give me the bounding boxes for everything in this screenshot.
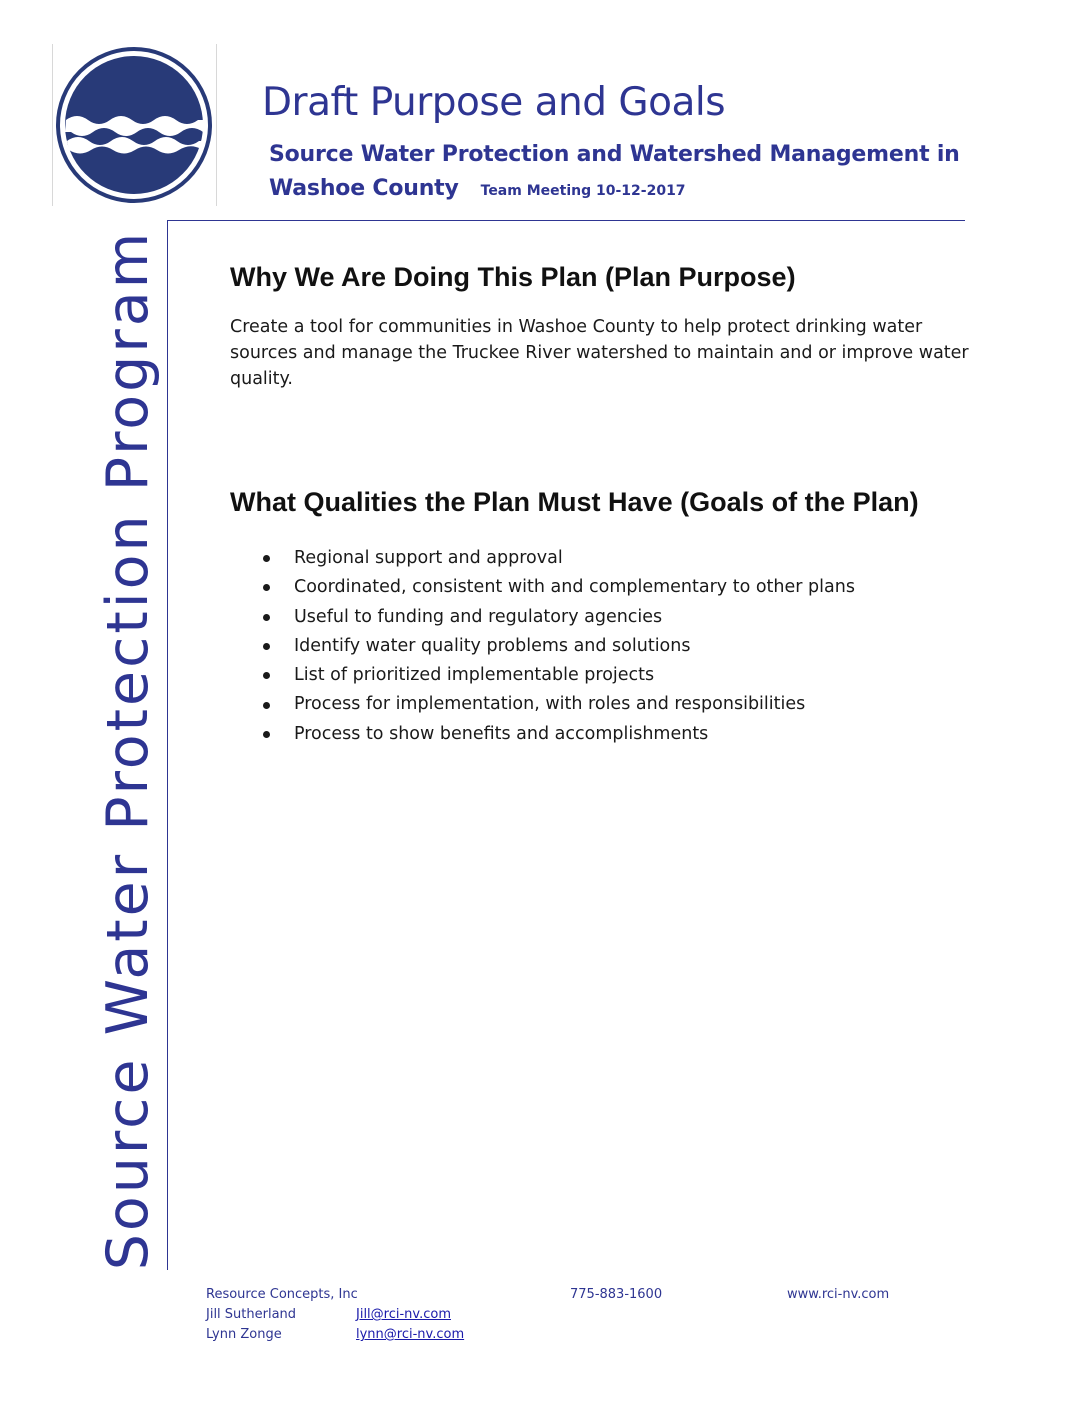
list-item: [262, 603, 855, 632]
list-item: [262, 544, 855, 573]
footer-row-contact: [206, 1325, 465, 1345]
footer-phone[interactable]: 775-883-1600: [570, 1287, 663, 1302]
purpose-heading: Why We Are Doing This Plan (Plan Purpose): [230, 262, 796, 292]
goal-text: List of prioritized implementable projects: [294, 665, 655, 686]
footer-row-company: [206, 1285, 890, 1305]
goal-text: Process to show benefits and accomplishments: [294, 723, 709, 744]
page-subtitle: [269, 138, 969, 208]
list-item: [262, 632, 855, 661]
sidebar-program-name: Source Water Protection Program: [95, 229, 161, 1271]
list-item: [262, 690, 855, 719]
goal-text: Process for implementation, with roles and responsibilities: [294, 694, 806, 715]
bullet-icon: [263, 731, 270, 738]
sidebar-divider: [167, 220, 168, 1270]
goal-text: Regional support and approval: [294, 548, 563, 568]
goal-text: Identify water quality problems and solutions: [294, 635, 691, 656]
contact-name: Lynn Zonge: [206, 1327, 282, 1342]
list-item: [262, 573, 855, 602]
goal-text: Coordinated, consistent with and complementary to other plans: [294, 577, 855, 598]
bullet-icon: [263, 584, 270, 591]
contact-name: Jill Sutherland: [206, 1307, 297, 1322]
water-waves-logo-icon: [53, 44, 216, 206]
purpose-body: Create a tool for communities in Washoe County to help protect drinking water sources and manage the Truckee River watershed to maintain and or improve water quality.: [230, 317, 969, 389]
bullet-icon: [263, 702, 270, 709]
list-item: [262, 720, 855, 749]
footer-website-link[interactable]: www.rci-nv.com: [787, 1287, 890, 1302]
bullet-icon: [263, 555, 270, 562]
goals-heading: What Qualities the Plan Must Have (Goals of the Plan): [230, 487, 919, 517]
subtitle-text: Source Water Protection and Watershed Management in Washoe County: [269, 142, 960, 201]
page-title: Draft Purpose and Goals: [262, 80, 726, 125]
bullet-icon: [263, 643, 270, 650]
contact-email-link[interactable]: lynn@rci-nv.com: [356, 1327, 465, 1342]
footer-company: Resource Concepts, Inc: [206, 1287, 358, 1302]
header-divider: [168, 220, 965, 221]
goals-list: [262, 544, 855, 749]
meeting-date: Team Meeting 10-12-2017: [480, 183, 686, 199]
footer-row-contact: [206, 1305, 451, 1325]
goal-text: Useful to funding and regulatory agencies: [294, 606, 663, 627]
contact-email-link[interactable]: Jill@rci-nv.com: [356, 1307, 451, 1322]
footer: [206, 1285, 890, 1345]
bullet-icon: [263, 672, 270, 679]
logo: [52, 44, 217, 206]
bullet-icon: [263, 614, 270, 621]
list-item: [262, 661, 855, 690]
